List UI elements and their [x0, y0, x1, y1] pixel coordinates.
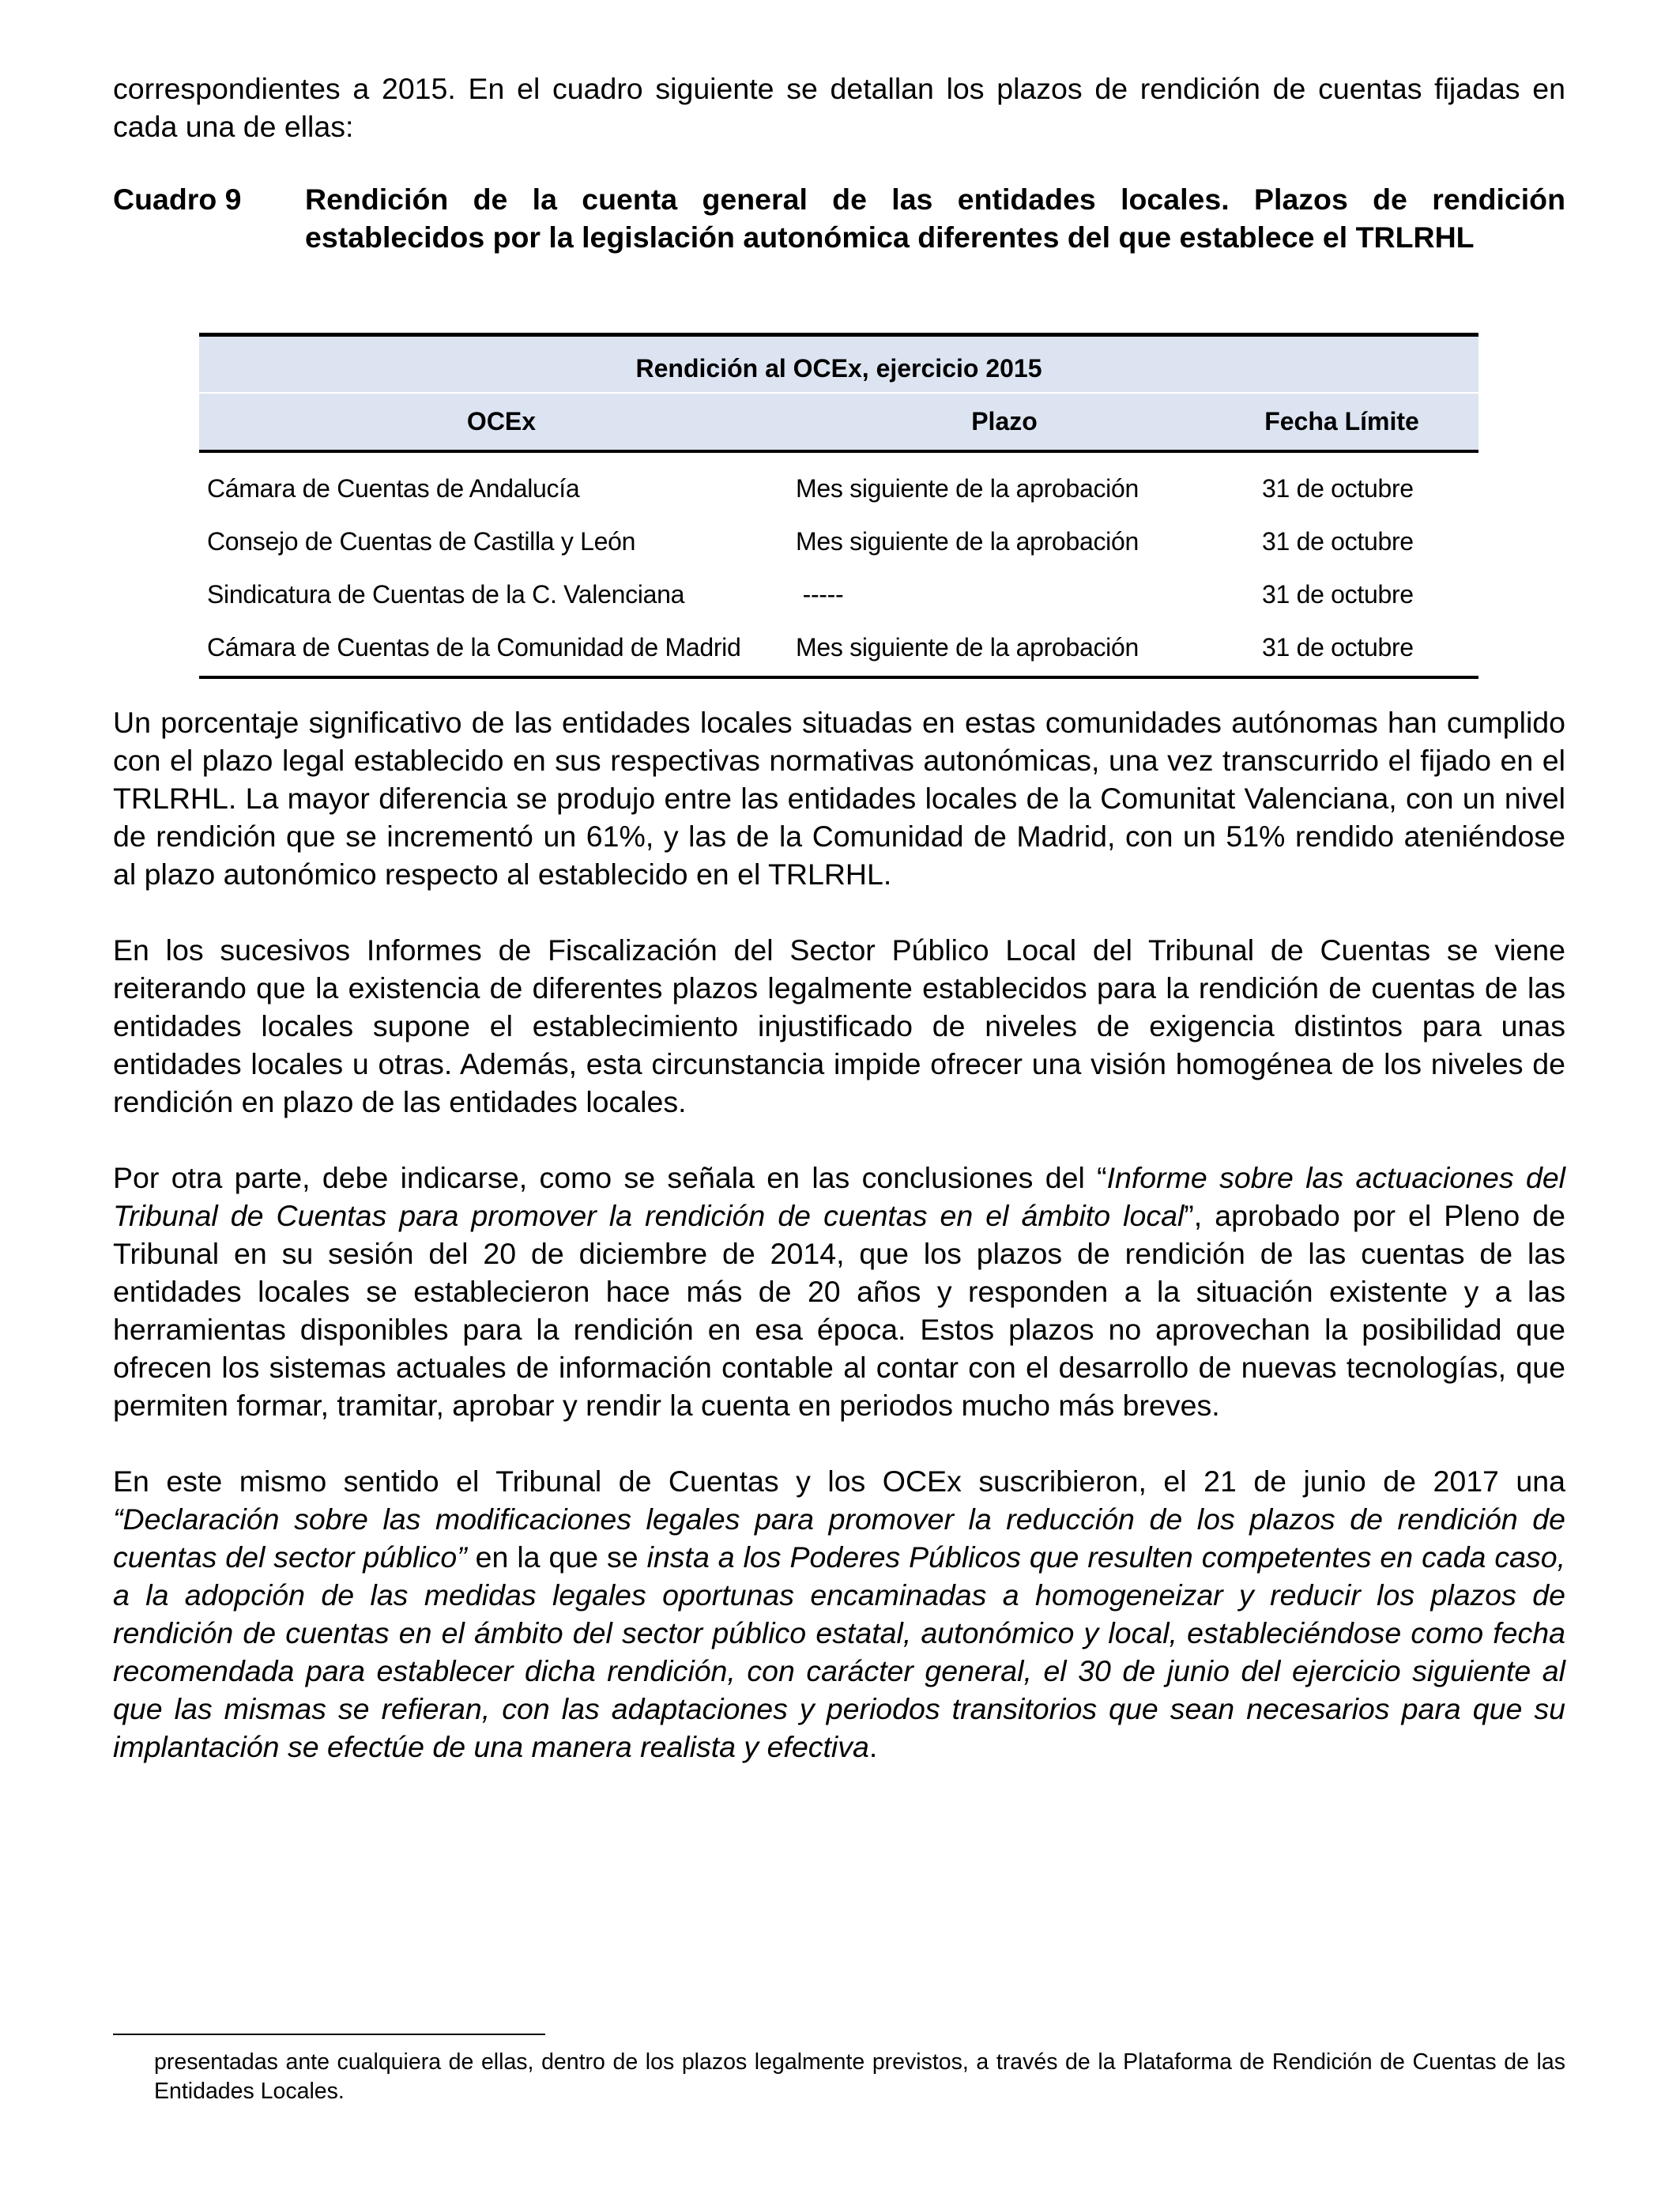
cell-ocex: Sindicatura de Cuentas de la C. Valenciana	[207, 580, 685, 609]
paragraph-4-italic-quote: insta a los Poderes Públicos que resulten competentes en cada caso, a la adopción de las medidas legales oportunas encaminadas a homogeneizar y reducir los plazos de rendición de cuentas en el ámbito del sector público estatal, autonómico y local, estableciéndose como fecha recomendada para establecer dicha rendición, con carácter general, el 30 de junio del ejercicio siguiente al que las mismas se refieran, con las adaptaciones y periodos transitorios que sean necesarios para que su implantación se efectúe de una manera realista y efectiva	[113, 1540, 1565, 1763]
cell-ocex: Consejo de Cuentas de Castilla y León	[207, 527, 636, 556]
paragraph-3-c: ”, aprobado por el Pleno de Tribunal en su sesión del 20 de diciembre de 2014, que los plazos de rendición de las cuentas de las entidades locales se establecieron hace más de 20 años y responden a la situación existente y a las herramientas disponibles para la rendición en esa época. Estos plazos no aprovechan la posibilidad que ofrecen los sistemas actuales de información contable al contar con el desarrollo de nuevas tecnologías, que permiten formar, tramitar, aprobar y rendir la cuenta en periodos mucho más breves.	[113, 1199, 1565, 1422]
cell-fecha: 31 de octubre	[1262, 580, 1414, 609]
paragraph-3-italic: Informe sobre las actuaciones del Tribunal de Cuentas para promover la rendición de cuentas en el ámbito local	[113, 1161, 1566, 1232]
table-header-row	[199, 392, 1478, 453]
header-ocex: OCEx	[466, 407, 537, 435]
paragraph-3-a: Por otra parte, debe indicarse, como se señala en las conclusiones del “	[113, 1161, 1107, 1194]
header-plazo: Plazo	[971, 407, 1038, 435]
intro-paragraph: correspondientes a 2015. En el cuadro siguiente se detallan los plazos de rendición de cuentas fijadas en cada una de ellas:	[113, 72, 1565, 143]
cell-plazo: -----	[796, 580, 844, 609]
table-caption: Rendición al OCEx, ejercicio 2015	[199, 333, 1478, 392]
paragraph-3	[113, 1159, 1565, 1424]
paragraph-4-c: en la que se	[466, 1540, 647, 1574]
cell-fecha: 31 de octubre	[1262, 474, 1414, 503]
cell-ocex: Cámara de Cuentas de la Comunidad de Madrid	[207, 633, 741, 662]
footnote-separator	[113, 2034, 545, 2035]
cell-fecha: 31 de octubre	[1262, 527, 1414, 556]
cuadro-heading	[113, 180, 1565, 256]
cell-plazo: Mes siguiente de la aprobación	[796, 527, 1139, 556]
paragraph-1: Un porcentaje significativo de las entidades locales situadas en estas comunidades autónomas han cumplido con el plazo legal establecido en sus respectivas normativas autonómicas, una vez transcurrido el fijado en el TRLRHL. La mayor diferencia se produjo entre las entidades locales de la Comunitat Valenciana, con un nivel de rendición que se incrementó un 61%, y las de la Comunidad de Madrid, con un 51% rendido ateniéndose al plazo autonómico respecto al establecido en el TRLRHL.	[113, 706, 1565, 891]
deadlines-table	[199, 333, 1478, 679]
paragraph-4-a: En este mismo sentido el Tribunal de Cuentas y los OCEx suscribieron, el 21 de junio de 2017 una	[113, 1465, 1565, 1498]
paragraph-4-italic-title: “Declaración sobre las modificaciones legales para promover la reducción de los plazos de rendición de cuentas del sector público”	[113, 1502, 1565, 1574]
cell-ocex: Cámara de Cuentas de Andalucía	[207, 474, 580, 503]
table-row	[199, 515, 1478, 568]
table-body	[199, 453, 1478, 679]
header-fecha-limite: Fecha Límite	[1264, 407, 1419, 435]
table-row	[199, 462, 1478, 515]
cell-fecha: 31 de octubre	[1262, 633, 1414, 662]
footnote: presentadas ante cualquiera de ellas, dentro de los plazos legalmente previstos, a través de la Plataforma de Rendición de Cuentas de las Entidades Locales.	[154, 2049, 1565, 2104]
table-row	[199, 621, 1478, 674]
cell-plazo: Mes siguiente de la aprobación	[796, 633, 1139, 662]
paragraph-2: En los sucesivos Informes de Fiscalización del Sector Público Local del Tribunal de Cuentas se viene reiterando que la existencia de diferentes plazos legalmente establecidos para la rendición de cuentas de las entidades locales supone el establecimiento injustificado de niveles de exigencia distintos para unas entidades locales u otras. Además, esta circunstancia impide ofrecer una visión homogénea de los niveles de rendición en plazo de las entidades locales.	[113, 933, 1565, 1118]
cuadro-title: Rendición de la cuenta general de las entidades locales. Plazos de rendición establecidos por la legislación autonómica diferentes del que establece el TRLRHL	[305, 183, 1565, 254]
table-row	[199, 568, 1478, 621]
paragraph-4-e: .	[868, 1730, 878, 1763]
cuadro-label: Cuadro 9	[113, 183, 242, 216]
cell-plazo: Mes siguiente de la aprobación	[796, 474, 1139, 503]
paragraph-4	[113, 1462, 1565, 1766]
body-text	[113, 703, 1565, 1766]
page-top	[113, 70, 1565, 256]
